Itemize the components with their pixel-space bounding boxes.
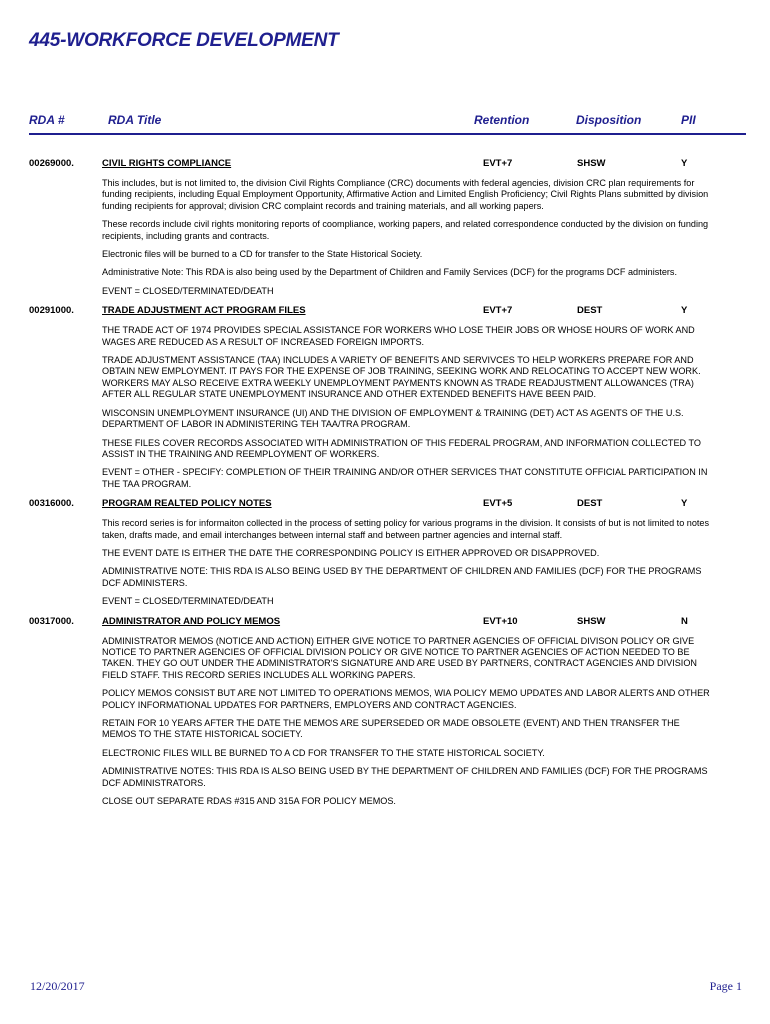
record-retention: EVT+7 [483,305,513,317]
record-retention: EVT+10 [483,615,518,627]
record-paragraph: ADMINISTRATIVE NOTES: THIS RDA IS ALSO BEING USED BY THE DEPARTMENT OF CHILDREN AND FAMILIES (DCF) FOR THE PROGRAMS DCF ADMINISTRATORS. [102,766,708,788]
record-retention: EVT+7 [483,158,513,169]
record-header [29,615,719,629]
record-paragraph: THESE FILES COVER RECORDS ASSOCIATED WITH ADMINISTRATION OF THIS FEDERAL PROGRAM, AND INFORMATION COLLECTED TO ASSIST IN THE TRAINING AND REEMPLOYMENT OF WORKERS. [102,437,701,459]
footer-date: 12/20/2017 [30,979,85,993]
record-number: 00291000. [29,305,74,317]
record-description [102,178,712,297]
record-paragraph: This includes, but is not limited to, the division Civil Rights Compliance (CRC) documents with federal agencies, division CRC plan requirements for funding recipients, including Equal Employment Opportunity, Affirmative Action and Limited English Proficiency; Civil Rights Plans submitted by division funding recipients for approval; division CRC complaint records and training materials, and all working papers. [102,178,709,211]
record-pii: Y [681,158,688,169]
record-number: 00316000. [29,498,74,510]
record-header [29,157,719,171]
record-pii: Y [681,498,688,510]
record-paragraph: ELECTRONIC FILES WILL BE BURNED TO A CD FOR TRANSFER TO THE STATE HISTORICAL SOCIETY. [102,747,545,758]
record-paragraph: TRADE ADJUSTMENT ASSISTANCE (TAA) INCLUDES A VARIETY OF BENEFITS AND SERVIVCES TO HELP WORKERS PREPARE FOR AND OBTAIN NEW EMPLOYMENT. IT PAYS FOR THE EXPENSE OF JOB TRAINING, SEEKING WORK AND RELOCATING TO ACCEPT NEW WORK. WORKERS MAY ALSO RECEIVE EXTRA WEEKLY UNEMPLOYMENT PAYMENTS KNOWN AS TRADE READJUSTMENT ALLOWANCES (TRA) AFTER ALL REGULAR STATE UNEMPLOYMENT INSURANCE AND OTHER EXTENDED BENEFITS HAVE BEEN PAID. [102,355,701,400]
record-paragraph: Electronic files will be burned to a CD for transfer to the State Historical Society. [102,249,423,260]
page-title: 445-WORKFORCE DEVELOPMENT [29,30,339,51]
record-pii: N [681,615,688,627]
record-description [102,636,712,808]
record-disposition: SHSW [577,615,606,627]
record-paragraph: WISCONSIN UNEMPLOYMENT INSURANCE (UI) AND THE DIVISION OF EMPLOYMENT & TRAINING (DET) ACT AS AGENTS OF THE U.S. DEPARTMENT OF LABOR IN ADMINISTERING TEH TAA/TRA PROGRAM. [102,407,684,430]
record-paragraph: EVENT = CLOSED/TERMINATED/DEATH [102,285,274,296]
record-paragraph: ADMINISTRATOR MEMOS (NOTICE AND ACTION) EITHER GIVE NOTICE TO PARTNER AGENCIES OF OFFICIAL DIVISON POLICY OR GIVE NOTICE TO PARTNER AGENCIES OF OFFICIAL DIVISION POLICY OR GIVE NOTICE TO PARTNER AGENCIES OF ACTION NEEDED TO BE TAKEN. THEY GO OUT UNDER THE ADMINISTRATOR'S SIGNATURE AND ARE USED BY PARTNERS, CONTRACT AGENCIES AND DIVISION FIELD STAFF. THIS RECORD SERIES INCLUDES ALL WORKING PAPERS. [102,635,697,680]
record-disposition: SHSW [577,158,606,169]
record-title: CIVIL RIGHTS COMPLIANCE [102,158,232,169]
record-number: 00317000. [29,615,74,627]
record-header [29,497,719,511]
record-disposition: DEST [577,498,603,510]
record-paragraph: POLICY MEMOS CONSIST BUT ARE NOT LIMITED TO OPERATIONS MEMOS, WIA POLICY MEMO UPDATES AND LABOR ALERTS AND OTHER POLICY INFORMATIONAL UPDATES FOR PARTNERS, EMPLOYERS AND CONTRACT AGENCIES. [102,688,710,710]
record-title: PROGRAM REALTED POLICY NOTES [102,498,272,510]
record-paragraph: ADMINISTRATIVE NOTE: THIS RDA IS ALSO BEING USED BY THE DEPARTMENT OF CHILDREN AND FAMILIES (DCF) FOR THE PROGRAMS DCF ADMINISTERS. [102,566,702,588]
record-retention: EVT+5 [483,498,513,510]
record-entry [29,304,719,490]
footer-page-number: Page 1 [709,979,742,993]
column-header-row [29,113,745,131]
column-header-pii: PII [681,113,696,127]
record-paragraph: CLOSE OUT SEPARATE RDAS #315 AND 315A FOR POLICY MEMOS. [102,796,396,807]
record-paragraph: EVENT = OTHER - SPECIFY: COMPLETION OF THEIR TRAINING AND/OR OTHER SERVICES THAT CONSTITUTE OFFICIAL PARTICIPATION IN THE TAA PROGRAM. [102,467,708,489]
column-header-rda-number: RDA # [29,113,65,127]
records-list [29,157,719,814]
record-paragraph: THE TRADE ACT OF 1974 PROVIDES SPECIAL ASSISTANCE FOR WORKERS WHO LOSE THEIR JOBS OR WHOSE HOURS OF WORK AND WAGES ARE REDUCED AS A RESULT OF INCREASED FOREIGN IMPORTS. [102,325,695,347]
column-header-rda-title: RDA Title [108,113,162,127]
record-pii: Y [681,305,688,317]
record-entry [29,497,719,607]
record-paragraph: THE EVENT DATE IS EITHER THE DATE THE CORRESPONDING POLICY IS EITHER APPROVED OR DISAPPROVED. [102,547,600,558]
column-header-disposition: Disposition [576,113,642,127]
record-entry [29,615,719,808]
record-disposition: DEST [577,305,603,317]
header-divider [29,133,746,135]
record-title: ADMINISTRATOR AND POLICY MEMOS [102,615,281,627]
record-description [102,518,712,607]
record-paragraph: This record series is for informaiton collected in the process of setting policy for various programs in the division. It consists of but is not limited to notes taken, drafts made, and email interchanges between internal staff and between partner agencies and internal staff. [102,518,710,540]
column-header-retention: Retention [474,113,530,127]
record-description [102,325,712,490]
record-paragraph: EVENT = CLOSED/TERMINATED/DEATH [102,596,274,607]
record-paragraph: RETAIN FOR 10 YEARS AFTER THE DATE THE MEMOS ARE SUPERSEDED OR MADE OBSOLETE (EVENT) AND THEN TRANSFER THE MEMOS TO THE STATE HISTORICAL SOCIETY. [102,718,680,740]
record-entry [29,157,719,297]
record-header [29,304,719,318]
record-paragraph: These records include civil rights monitoring reports of coompliance, working papers, and related correspondence conducted by the division on funding recipients, including grants and contracts. [102,219,709,241]
record-paragraph: Administrative Note: This RDA is also being used by the Department of Children and Family Services (DCF) for the programs DCF administers. [102,267,677,278]
record-title: TRADE ADJUSTMENT ACT PROGRAM FILES [102,305,306,317]
record-number: 00269000. [29,158,74,169]
